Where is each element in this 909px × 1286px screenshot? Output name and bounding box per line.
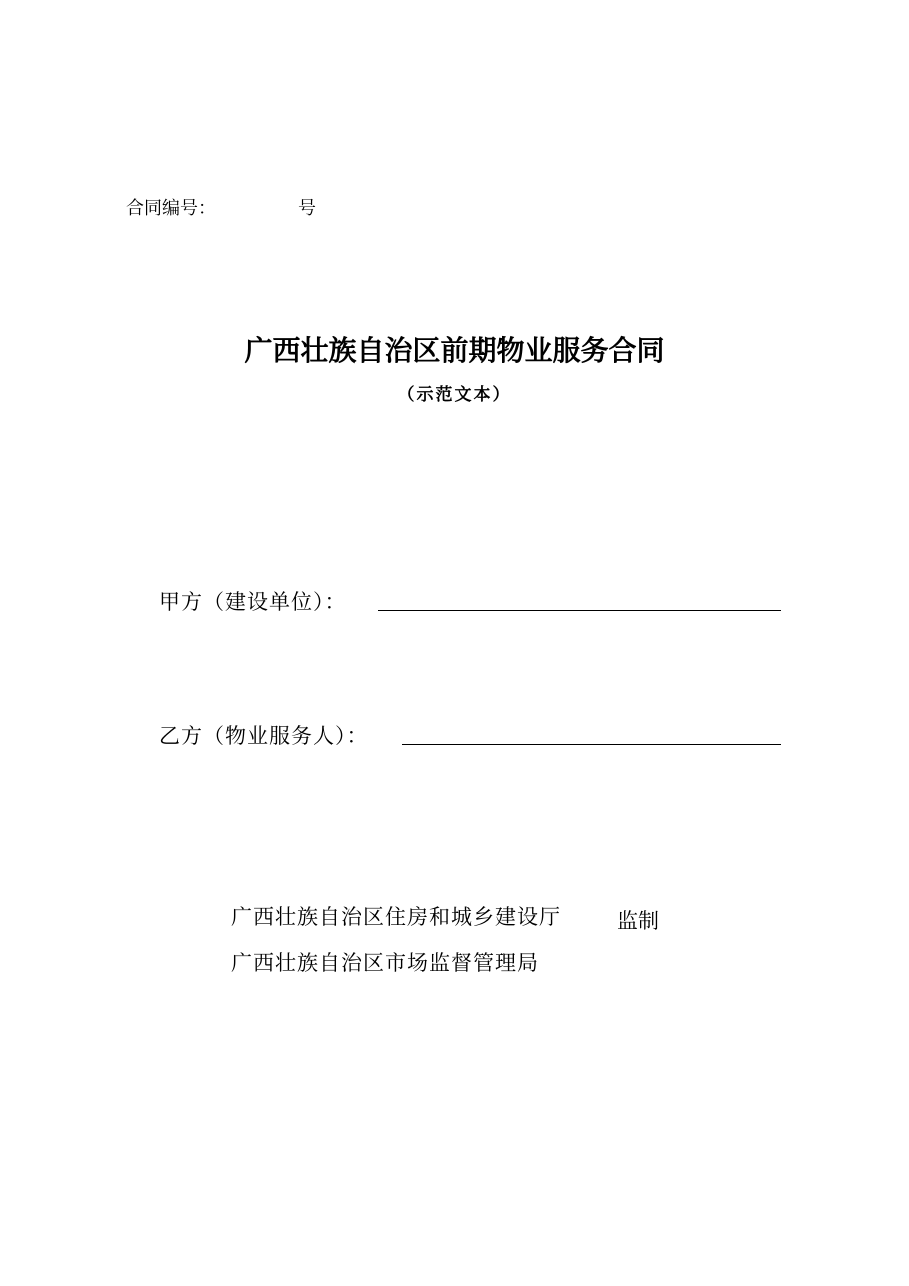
issuer-market-regulation-bureau: 广西壮族自治区市场监督管理局	[231, 951, 539, 975]
party-a-blank-line	[378, 610, 781, 611]
document-subtitle: （示范文本）	[397, 385, 512, 405]
party-a-label: 甲方（建设单位）：	[159, 590, 347, 614]
contract-number	[126, 198, 316, 220]
party-b-label: 乙方（物业服务人）：	[159, 724, 369, 748]
contract-number-suffix: 号	[298, 198, 316, 219]
contract-number-label: 合同编号：	[126, 198, 216, 219]
party-b-blank-line	[402, 744, 781, 745]
supervise-label: 监制	[617, 909, 659, 933]
party-b-row	[159, 722, 782, 752]
party-a-row	[159, 588, 782, 618]
issuer-housing-department: 广西壮族自治区住房和城乡建设厅	[231, 905, 561, 929]
document-title: 广西壮族自治区前期物业服务合同	[244, 334, 665, 367]
